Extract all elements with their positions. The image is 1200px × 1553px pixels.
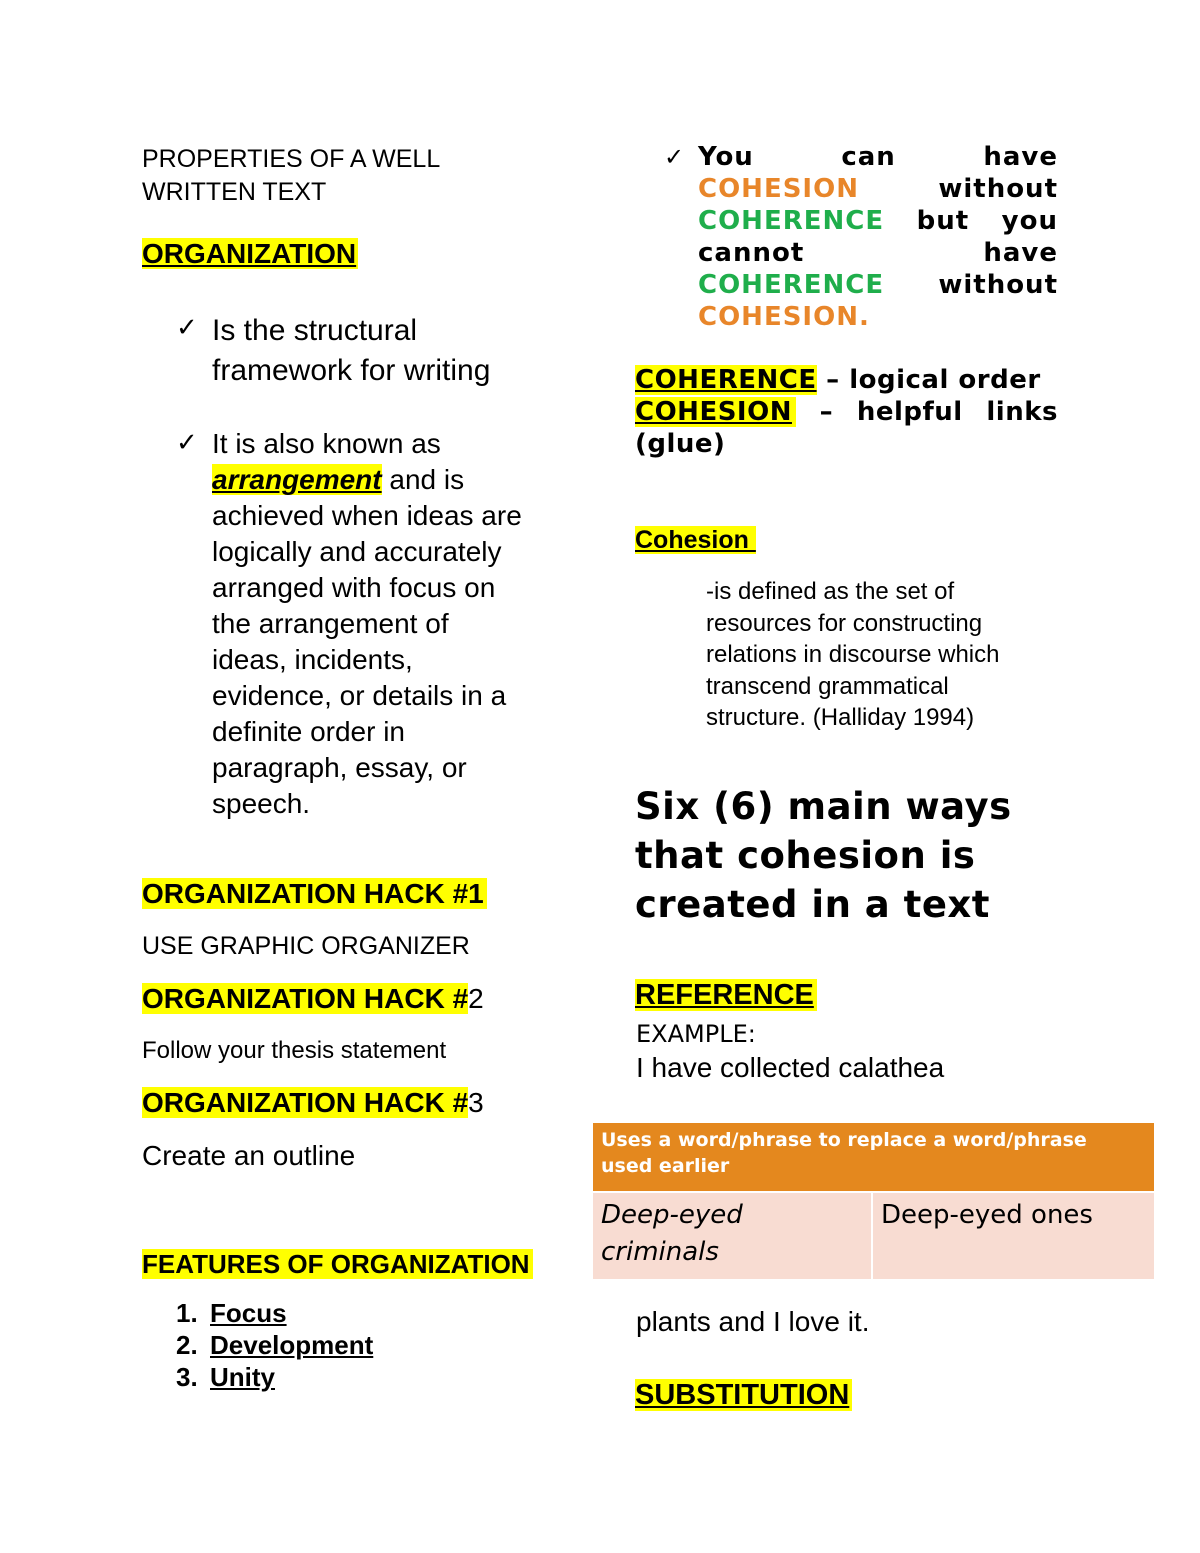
list-number: 1. [176, 1298, 198, 1328]
cc-word: without [938, 174, 1058, 204]
substitution-heading [635, 1376, 852, 1414]
table-cell-term [593, 1192, 872, 1279]
bullet2-line6: the arrangement of [212, 608, 449, 639]
cc-cohesion: COHESION. [698, 302, 870, 332]
cohesion-term: COHESION [635, 397, 796, 427]
cc-coherence: COHERENCE [698, 206, 885, 236]
cohesion-desc-line: -is defined as the set of [706, 578, 955, 605]
table-cell-term-line2: criminals [601, 1237, 719, 1267]
bullet2-line3: achieved when ideas are [212, 500, 522, 531]
reference-heading-text: REFERENCE [635, 979, 817, 1011]
hack2-number: 2 [468, 983, 484, 1014]
cc-cohesion: COHESION [698, 174, 859, 204]
coherence-definition [635, 364, 1058, 396]
six-ways-line: created in a text [635, 883, 990, 926]
bullet1-line1: Is the structural [212, 314, 418, 347]
feature-development: Development [210, 1330, 374, 1360]
cohesion-def-word: helpful [856, 397, 963, 427]
six-ways-line: that cohesion is [635, 834, 976, 877]
six-ways-line: Six (6) main ways [635, 785, 1012, 828]
hack1-text: USE GRAPHIC ORGANIZER [142, 932, 470, 960]
bullet2-line4: logically and accurately [212, 536, 502, 567]
bullet2-line7: ideas, incidents, [212, 644, 413, 675]
hack2-heading-text: ORGANIZATION HACK # [142, 983, 469, 1014]
bullet2-line10: paragraph, essay, or [212, 752, 467, 783]
reference-heading [635, 976, 817, 1014]
list-number: 2. [176, 1330, 198, 1360]
substitution-heading-text: SUBSTITUTION [635, 1379, 852, 1411]
cohesion-heading-text: Cohesion [635, 526, 756, 554]
doc-title [142, 143, 440, 209]
cc-line4 [698, 237, 1058, 269]
bullet2-line9: definite order in [212, 716, 406, 747]
hack2-heading [142, 981, 484, 1017]
bullet2-line5: arranged with focus on [212, 572, 496, 603]
hack3-text: Create an outline [142, 1140, 356, 1171]
cc-line1 [698, 141, 1058, 173]
features-list [176, 1297, 373, 1393]
cc-word: can [841, 142, 896, 172]
cohesion-coherence-note [698, 141, 1058, 333]
checkmark-icon: ✓ [664, 143, 685, 171]
bullet-arrangement [212, 426, 522, 822]
hack3-number: 3 [468, 1087, 484, 1118]
cc-word: cannot [698, 238, 805, 268]
bullet2-line11: speech. [212, 788, 311, 819]
bullet2-after: and is [381, 464, 465, 495]
cohesion-desc-line: structure. (Halliday 1994) [706, 704, 975, 731]
cohesion-desc-line: transcend grammatical [706, 672, 949, 700]
bullet-structural-framework [212, 311, 490, 391]
bullet2-line1: It is also known as [212, 428, 441, 459]
hack3-heading-text: ORGANIZATION HACK # [142, 1087, 469, 1118]
cohesion-description [706, 576, 999, 734]
hack3-heading [142, 1085, 484, 1121]
bullet2-line8: evidence, or details in a [212, 680, 507, 711]
features-heading [142, 1247, 533, 1281]
bullet2-line2 [212, 462, 522, 498]
checkmark-icon: ✓ [176, 428, 198, 458]
cohesion-desc-line: relations in discourse which [706, 641, 1000, 668]
cc-line5 [698, 269, 1058, 301]
organization-heading-text: ORGANIZATION [142, 238, 357, 269]
hack1-heading [142, 876, 487, 912]
cc-word: have [983, 142, 1058, 172]
cohesion-heading [635, 524, 756, 556]
cc-word: You [698, 142, 754, 172]
example-label: EXAMPLE: [636, 1020, 756, 1048]
cc-word: you [1001, 206, 1058, 236]
hack1-heading-text: ORGANIZATION HACK #1 [142, 878, 487, 909]
cc-coherence: COHERENCE [698, 270, 885, 300]
six-ways-heading [635, 782, 1012, 929]
table-cell-term-line1: Deep-eyed [601, 1200, 743, 1230]
example-line2: plants and I love it. [636, 1306, 870, 1337]
definitions [635, 364, 1058, 460]
list-item [176, 1297, 373, 1329]
organization-heading [142, 236, 358, 272]
example-line1: I have collected calathea [636, 1052, 945, 1083]
features-heading-text: FEATURES OF ORGANIZATION [142, 1249, 533, 1279]
cohesion-desc-line: resources for constructing [706, 609, 983, 637]
cohesion-def-word: links [986, 397, 1058, 427]
cohesion-definition [635, 396, 1058, 428]
cohesion-dash: – [795, 397, 834, 427]
cc-word: have [983, 238, 1058, 268]
bullet1-line2: framework for writing [212, 354, 491, 387]
hack2-text: Follow your thesis statement [142, 1037, 447, 1064]
table-cell-replacement: Deep-eyed ones [872, 1192, 1154, 1279]
doc-title-line1: PROPERTIES OF A WELL [142, 145, 441, 173]
cc-line3 [698, 205, 1058, 237]
feature-unity: Unity [210, 1362, 275, 1392]
list-number: 3. [176, 1362, 198, 1392]
reference-table [593, 1123, 1154, 1279]
cc-line2 [698, 173, 1058, 205]
doc-title-line2: WRITTEN TEXT [142, 178, 327, 206]
coherence-term: COHERENCE [635, 365, 817, 395]
table-header: Uses a word/phrase to replace a word/phrase used earlier [593, 1123, 1154, 1192]
cc-line6 [698, 301, 1058, 333]
list-item [176, 1361, 373, 1393]
checkmark-icon: ✓ [176, 313, 198, 343]
coherence-def: – logical order [816, 365, 1041, 395]
cc-word: without [938, 270, 1058, 300]
feature-focus: Focus [210, 1298, 287, 1328]
list-item [176, 1329, 373, 1361]
cohesion-definition-line2: (glue) [635, 429, 726, 459]
arrangement-term: arrangement [212, 464, 382, 495]
cc-word: but [916, 206, 970, 236]
